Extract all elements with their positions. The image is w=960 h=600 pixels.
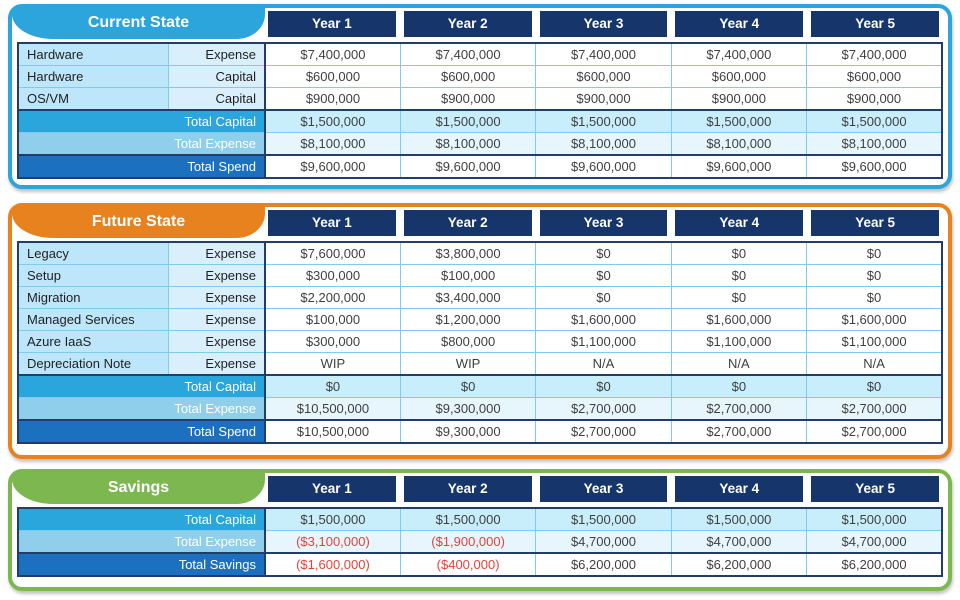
total-label-cell: Total Capital: [18, 508, 265, 531]
item-cell: Setup: [18, 265, 168, 287]
year-header: Year 2: [404, 476, 532, 502]
year-header: Year 3: [540, 210, 668, 236]
value-cell: $1,500,000: [400, 508, 535, 531]
value-cell: $600,000: [265, 66, 400, 88]
value-cell: $8,100,000: [400, 133, 535, 156]
year-cell: [400, 476, 536, 502]
savings-title: Savings: [107, 479, 170, 496]
year-header: Year 5: [811, 210, 939, 236]
year-header: Year 1: [268, 476, 396, 502]
item-cell: Migration: [18, 287, 168, 309]
year-cell: [400, 210, 536, 236]
savings-panel: [8, 469, 952, 591]
value-cell: $2,700,000: [807, 420, 942, 443]
value-cell: N/A: [671, 353, 806, 376]
year-header: Year 3: [540, 476, 668, 502]
category-cell: Capital: [168, 66, 265, 88]
value-cell: $2,700,000: [671, 398, 806, 421]
year-header: Year 3: [540, 11, 668, 37]
year-cell: [671, 210, 807, 236]
value-cell: $1,600,000: [536, 309, 671, 331]
year-cell: [807, 11, 943, 37]
value-cell: $0: [536, 265, 671, 287]
value-cell: $0: [671, 375, 806, 398]
value-cell: $2,200,000: [265, 287, 400, 309]
value-cell: $900,000: [265, 88, 400, 111]
value-cell: $2,700,000: [671, 420, 806, 443]
category-cell: Expense: [168, 242, 265, 265]
value-cell: $6,200,000: [807, 553, 942, 576]
value-cell: $9,600,000: [400, 155, 535, 178]
value-cell: $100,000: [400, 265, 535, 287]
table-row: [18, 66, 942, 88]
value-cell: $600,000: [400, 66, 535, 88]
current-state-panel: [8, 4, 952, 189]
category-cell: Expense: [168, 43, 265, 66]
value-cell: $8,100,000: [265, 133, 400, 156]
item-cell: Azure IaaS: [18, 331, 168, 353]
value-cell: $9,600,000: [671, 155, 806, 178]
value-cell: $600,000: [671, 66, 806, 88]
value-cell: $600,000: [536, 66, 671, 88]
year-header: Year 2: [404, 210, 532, 236]
value-cell-negative: ($1,900,000): [400, 531, 535, 554]
table-row: [18, 88, 942, 111]
value-cell: $9,300,000: [400, 420, 535, 443]
item-cell: OS/VM: [18, 88, 168, 111]
category-cell: Expense: [168, 287, 265, 309]
value-cell: $0: [536, 242, 671, 265]
value-cell: $8,100,000: [536, 133, 671, 156]
value-cell: $300,000: [265, 265, 400, 287]
item-cell: Legacy: [18, 242, 168, 265]
total-label-cell: Total Savings: [18, 553, 265, 576]
value-cell: $0: [807, 375, 942, 398]
year-cell: [536, 210, 672, 236]
value-cell: $0: [536, 287, 671, 309]
value-cell: N/A: [536, 353, 671, 376]
value-cell: $7,400,000: [536, 43, 671, 66]
year-header: Year 1: [268, 210, 396, 236]
value-cell: $4,700,000: [671, 531, 806, 554]
year-header: Year 4: [675, 11, 803, 37]
category-cell: Capital: [168, 88, 265, 111]
value-cell: $8,100,000: [807, 133, 942, 156]
year-header: Year 4: [675, 210, 803, 236]
value-cell: $900,000: [400, 88, 535, 111]
future-state-title: Future State: [91, 213, 186, 230]
year-header: Year 2: [404, 11, 532, 37]
year-cell: [671, 476, 807, 502]
table-row: [18, 43, 942, 66]
value-cell: $1,100,000: [536, 331, 671, 353]
value-cell: $1,100,000: [671, 331, 806, 353]
total-label-cell: Total Expense: [18, 398, 265, 421]
value-cell: $0: [265, 375, 400, 398]
value-cell: $4,700,000: [807, 531, 942, 554]
value-cell: $800,000: [400, 331, 535, 353]
value-cell: $1,100,000: [807, 331, 942, 353]
total-label-cell: Total Capital: [18, 375, 265, 398]
year-header: Year 5: [811, 11, 939, 37]
value-cell: $7,400,000: [400, 43, 535, 66]
total-expense-row: [18, 398, 942, 421]
value-cell: $2,700,000: [536, 398, 671, 421]
value-cell-negative: ($1,600,000): [265, 553, 400, 576]
value-cell: $0: [807, 242, 942, 265]
table-row: [18, 309, 942, 331]
value-cell: WIP: [265, 353, 400, 376]
table-row: [18, 242, 942, 265]
value-cell: $0: [807, 265, 942, 287]
total-expense-row: [18, 133, 942, 156]
total-savings-row: [18, 553, 942, 576]
value-cell: $10,500,000: [265, 420, 400, 443]
year-cell: [264, 11, 400, 37]
year-header-row: [264, 210, 943, 236]
value-cell: WIP: [400, 353, 535, 376]
value-cell: $7,400,000: [265, 43, 400, 66]
value-cell: $900,000: [536, 88, 671, 111]
item-cell: Depreciation Note: [18, 353, 168, 376]
value-cell: $8,100,000: [671, 133, 806, 156]
year-cell: [400, 11, 536, 37]
table-row: [18, 287, 942, 309]
year-header: Year 5: [811, 476, 939, 502]
total-label-cell: Total Spend: [18, 420, 265, 443]
value-cell: $0: [536, 375, 671, 398]
value-cell: $6,200,000: [536, 553, 671, 576]
year-cell: [536, 476, 672, 502]
value-cell: $300,000: [265, 331, 400, 353]
value-cell: $6,200,000: [671, 553, 806, 576]
category-cell: Expense: [168, 309, 265, 331]
total-spend-row: [18, 155, 942, 178]
future-state-panel: [8, 203, 952, 459]
year-header: Year 1: [268, 11, 396, 37]
value-cell: $3,400,000: [400, 287, 535, 309]
future-state-header: [12, 207, 948, 240]
value-cell: $600,000: [807, 66, 942, 88]
total-capital-row: [18, 508, 942, 531]
total-label-cell: Total Expense: [18, 133, 265, 156]
current-state-table: [17, 42, 943, 179]
value-cell: $0: [671, 265, 806, 287]
total-label-cell: Total Expense: [18, 531, 265, 554]
value-cell: $7,400,000: [807, 43, 942, 66]
total-label-cell: Total Spend: [18, 155, 265, 178]
value-cell: $9,600,000: [536, 155, 671, 178]
value-cell: $4,700,000: [536, 531, 671, 554]
value-cell: $100,000: [265, 309, 400, 331]
value-cell: $0: [671, 287, 806, 309]
year-cell: [807, 210, 943, 236]
total-capital-row: [18, 375, 942, 398]
value-cell: $1,600,000: [807, 309, 942, 331]
savings-table: [17, 507, 943, 577]
future-state-tab: [12, 207, 265, 238]
value-cell: $2,700,000: [536, 420, 671, 443]
value-cell: $1,200,000: [400, 309, 535, 331]
category-cell: Expense: [168, 265, 265, 287]
value-cell: $10,500,000: [265, 398, 400, 421]
value-cell: $1,500,000: [536, 508, 671, 531]
current-state-title: Current State: [87, 14, 190, 31]
year-header-row: [264, 11, 943, 37]
value-cell: $1,600,000: [671, 309, 806, 331]
future-state-table: [17, 241, 943, 444]
value-cell: $1,500,000: [807, 110, 942, 133]
year-cell: [536, 11, 672, 37]
value-cell: $1,500,000: [265, 508, 400, 531]
value-cell: $7,400,000: [671, 43, 806, 66]
item-cell: Hardware: [18, 66, 168, 88]
value-cell-negative: ($3,100,000): [265, 531, 400, 554]
year-cell: [807, 476, 943, 502]
table-row: [18, 265, 942, 287]
current-state-header: [12, 8, 948, 41]
year-header-row: [264, 476, 943, 502]
item-cell: Hardware: [18, 43, 168, 66]
current-state-tab: [12, 8, 265, 39]
value-cell: $0: [671, 242, 806, 265]
table-row: [18, 331, 942, 353]
savings-tab: [12, 473, 265, 504]
total-capital-row: [18, 110, 942, 133]
value-cell: $1,500,000: [265, 110, 400, 133]
year-cell: [671, 11, 807, 37]
value-cell: $9,600,000: [807, 155, 942, 178]
value-cell: $1,500,000: [671, 508, 806, 531]
category-cell: Expense: [168, 353, 265, 376]
value-cell-negative: ($400,000): [400, 553, 535, 576]
total-expense-row: [18, 531, 942, 554]
year-header: Year 4: [675, 476, 803, 502]
value-cell: $0: [400, 375, 535, 398]
total-spend-row: [18, 420, 942, 443]
item-cell: Managed Services: [18, 309, 168, 331]
value-cell: $3,800,000: [400, 242, 535, 265]
value-cell: $900,000: [671, 88, 806, 111]
value-cell: N/A: [807, 353, 942, 376]
value-cell: $900,000: [807, 88, 942, 111]
value-cell: $1,500,000: [671, 110, 806, 133]
total-label-cell: Total Capital: [18, 110, 265, 133]
value-cell: $9,600,000: [265, 155, 400, 178]
value-cell: $1,500,000: [807, 508, 942, 531]
category-cell: Expense: [168, 331, 265, 353]
table-row: [18, 353, 942, 376]
value-cell: $1,500,000: [536, 110, 671, 133]
year-cell: [264, 476, 400, 502]
savings-header: [12, 473, 948, 506]
year-cell: [264, 210, 400, 236]
value-cell: $7,600,000: [265, 242, 400, 265]
value-cell: $2,700,000: [807, 398, 942, 421]
value-cell: $9,300,000: [400, 398, 535, 421]
value-cell: $1,500,000: [400, 110, 535, 133]
value-cell: $0: [807, 287, 942, 309]
